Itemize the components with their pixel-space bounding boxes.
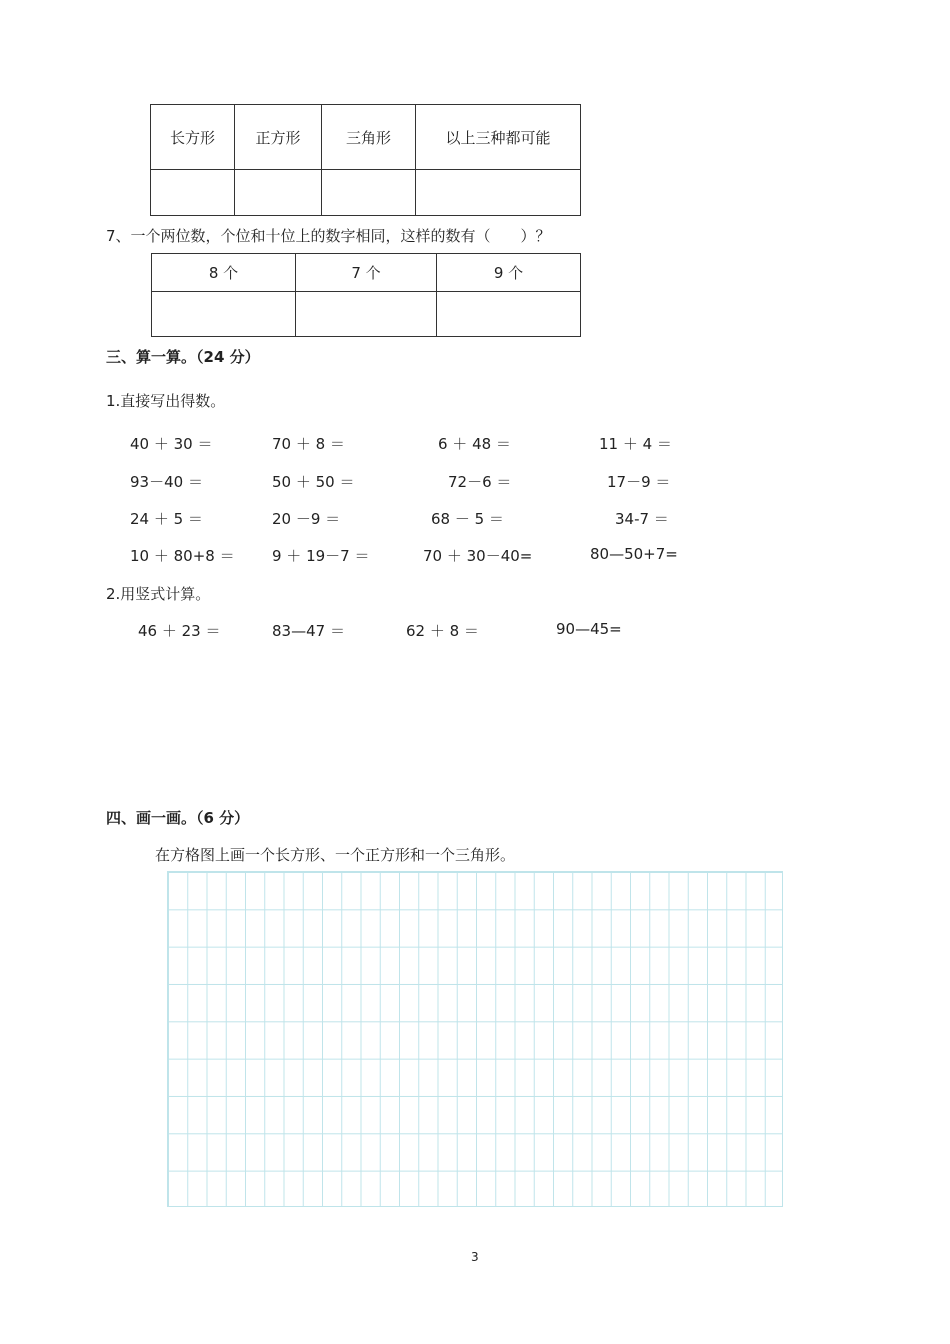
q6-option-all-possible: 以上三种都可能 [416, 105, 581, 170]
calc-item: 17－9 ＝ [607, 473, 671, 491]
calc-item: 93－40 ＝ [130, 473, 203, 491]
q6-option-triangle: 三角形 [322, 105, 416, 170]
q7-option-9: 9 个 [437, 254, 581, 292]
calc-item: 34-7 ＝ [615, 510, 669, 528]
calc-item: 24 ＋ 5 ＝ [130, 510, 203, 528]
calc-item: 6 ＋ 48 ＝ [438, 435, 511, 453]
q7-options-table [151, 253, 581, 337]
section3-title: 三、算一算。（24 分） [106, 348, 260, 366]
q6-option-square: 正方形 [235, 105, 322, 170]
calc-item: 80—50+7= [590, 545, 678, 563]
calc-item: 68 － 5 ＝ [431, 510, 504, 528]
vertical-calc-item: 62 ＋ 8 ＝ [406, 622, 479, 640]
calc-item: 10 ＋ 80+8 ＝ [130, 547, 235, 565]
vertical-calc-item: 90—45= [556, 620, 622, 638]
calc-item: 11 ＋ 4 ＝ [599, 435, 672, 453]
q6-option-rectangle: 长方形 [151, 105, 235, 170]
section3-part2-title: 2.用竖式计算。 [106, 585, 211, 603]
drawing-grid[interactable] [167, 871, 783, 1207]
page-number: 3 [471, 1250, 479, 1264]
vertical-calc-item: 46 ＋ 23 ＝ [138, 622, 221, 640]
calc-item: 70 ＋ 8 ＝ [272, 435, 345, 453]
q7-option-8: 8 个 [152, 254, 296, 292]
calc-item: 20 －9 ＝ [272, 510, 341, 528]
q7-question: 7、一个两位数，个位和十位上的数字相同，这样的数有（ ）？ [106, 227, 551, 245]
q7-answer-cell[interactable] [296, 292, 437, 337]
calc-item: 72－6 ＝ [448, 473, 512, 491]
q6-answer-cell[interactable] [151, 170, 235, 216]
q7-answer-cell[interactable] [152, 292, 296, 337]
q6-options-table [150, 104, 581, 216]
calc-item: 9 ＋ 19－7 ＝ [272, 547, 370, 565]
section4-instruction: 在方格图上画一个长方形、一个正方形和一个三角形。 [155, 846, 516, 864]
q6-answer-cell[interactable] [235, 170, 322, 216]
vertical-calc-item: 83—47 ＝ [272, 622, 345, 640]
q6-answer-cell[interactable] [416, 170, 581, 216]
q6-answer-cell[interactable] [322, 170, 416, 216]
calc-item: 50 ＋ 50 ＝ [272, 473, 355, 491]
section3-part1-title: 1.直接写出得数。 [106, 392, 226, 410]
calc-item: 70 ＋ 30－40= [423, 547, 533, 565]
calc-item: 40 ＋ 30 ＝ [130, 435, 213, 453]
q7-option-7: 7 个 [296, 254, 437, 292]
q7-answer-cell[interactable] [437, 292, 581, 337]
section4-title: 四、画一画。（6 分） [106, 809, 250, 827]
